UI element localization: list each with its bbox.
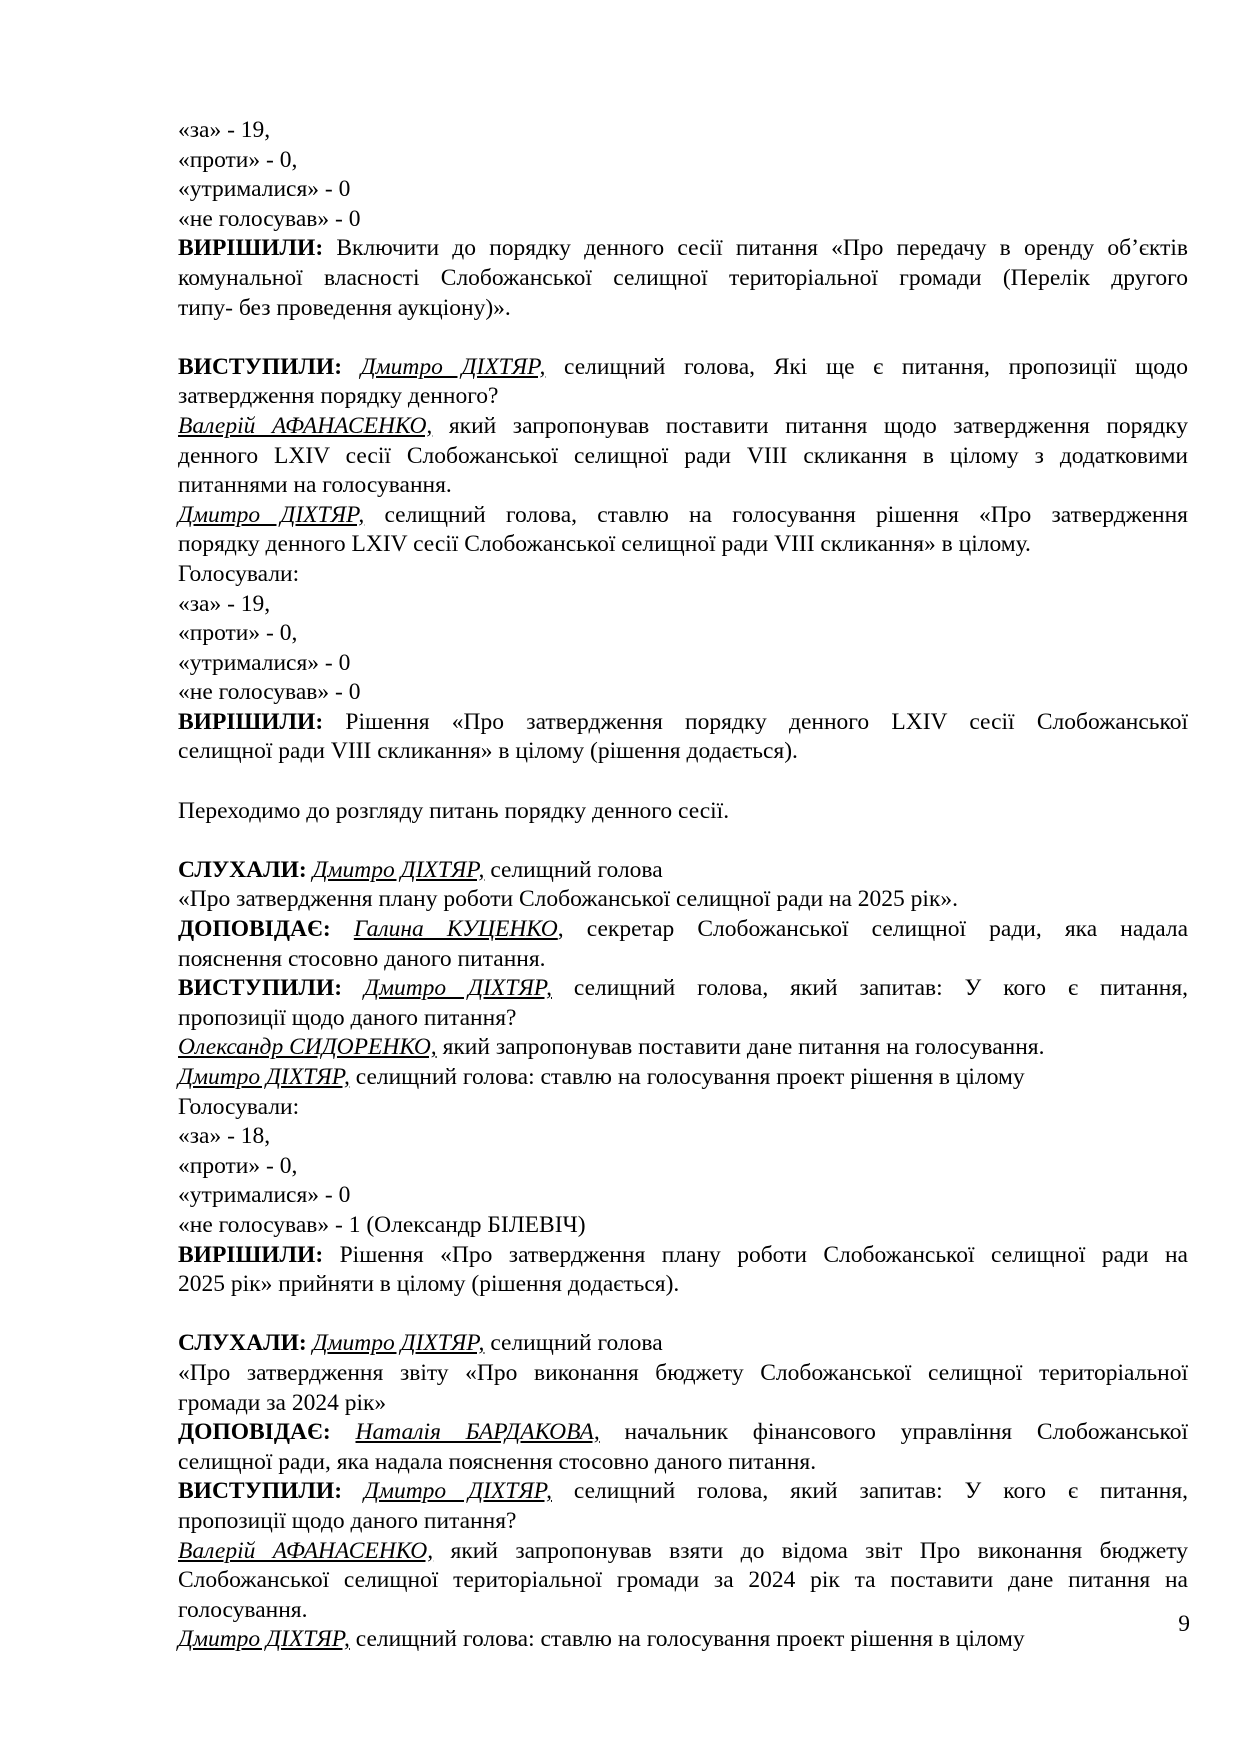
speakers-paragraph-line: [178, 1477, 1188, 1507]
speaker-statement-line: [178, 1033, 1188, 1063]
speaker-name: Олександр СИДОРЕНКО,: [178, 1034, 437, 1061]
decision-text: Включити до порядку денного сесії питання «Про передачу в оренду об’єктів: [323, 235, 1188, 262]
page-number: 9: [1178, 1611, 1190, 1637]
vote-abstained-line: «утрималися» - 0: [178, 649, 351, 676]
spoke-keyword: ВИСТУПИЛИ:: [178, 353, 343, 380]
document-page-body: [178, 116, 1188, 1655]
vote-abstained-line: «утрималися» - 0: [178, 1182, 351, 1209]
decision-text: комунальної власності Слобожанської селищної територіальної громади (Перелік другого: [178, 264, 1188, 291]
decision-text: Рішення «Про затвердження плану роботи Слобожанської селищної ради на: [323, 1241, 1188, 1268]
vote-for-line: «за» - 19,: [178, 117, 271, 143]
speaker-text: який запропонував поставити питання щодо затвердження порядку: [432, 412, 1188, 439]
reporter-text: , секретар Слобожанської селищної ради, яка надала: [557, 916, 1188, 943]
spoke-keyword: ВИСТУПИЛИ:: [178, 1478, 343, 1505]
vote-not-voted-line: «не голосував» - 0: [178, 205, 361, 232]
reporter-keyword: ДОПОВІДАЄ:: [178, 916, 331, 943]
speaker-statement-line: [178, 471, 1188, 501]
heard-line: [178, 856, 1188, 886]
speaker-statement-line: [178, 412, 1188, 442]
speaker-text: селищний голова, ставлю на голосування рішення «Про затвердження: [364, 501, 1188, 528]
speaker-statement-line: [178, 1566, 1188, 1596]
speakers-paragraph-line: [178, 1004, 1188, 1034]
reporter-line: [178, 945, 1188, 975]
paragraph-spacer: [178, 826, 1188, 856]
speaker-text: пропозиції щодо даного питання?: [178, 1004, 517, 1031]
vote-not-voted-line: «не голосував» - 0: [178, 679, 361, 706]
reporter-text: селищної ради, яка надала пояснення стосовно даного питання.: [178, 1448, 817, 1475]
speaker-statement-line: [178, 1625, 1188, 1655]
vote-not-voted-line: «не голосував» - 1 (Олександр БІЛЕВІЧ): [178, 1211, 586, 1238]
vote-title: Голосували:: [178, 560, 300, 587]
speaker-text: який запропонував взяти до відома звіт Про виконання бюджету: [433, 1537, 1188, 1564]
vote-for-line: «за» - 18,: [178, 1123, 271, 1150]
speaker-name: Дмитро ДІХТЯР,: [312, 856, 485, 883]
decision-text: 2025 рік» прийняти в цілому (рішення додається).: [178, 1271, 680, 1298]
speaker-text: питаннями на голосування.: [178, 472, 452, 499]
speakers-paragraph-line: [178, 974, 1188, 1004]
reporter-text: пояснення стосовно даного питання.: [178, 945, 546, 972]
speaker-text: порядку денного LXIV сесії Слобожанської селищної ради VIII скликання» в цілому.: [178, 531, 1031, 558]
speaker-name: Валерій АФАНАСЕНКО,: [178, 412, 433, 439]
speakers-paragraph-line: [178, 1507, 1188, 1537]
decision-paragraph-line: [178, 708, 1188, 738]
speaker-text: денного LXIV сесії Слобожанської селищної ради VIII скликання в цілому з додатковими: [178, 442, 1188, 469]
reporter-text: начальник фінансового управління Слобожанської: [599, 1419, 1188, 1446]
speaker-text: який запропонував поставити дане питання на голосування.: [436, 1034, 1045, 1061]
decided-keyword: ВИРІШИЛИ:: [178, 708, 324, 735]
paragraph-spacer: [178, 323, 1188, 353]
reporter-line: [178, 1448, 1188, 1478]
vote-against-line: «проти» - 0,: [178, 620, 298, 647]
speaker-name: Дмитро ДІХТЯР,: [364, 1478, 552, 1505]
decision-text: Рішення «Про затвердження порядку денного LXIV сесії Слобожанської: [323, 708, 1188, 735]
reporter-line: [178, 1418, 1188, 1448]
speaker-statement-line: [178, 442, 1188, 472]
speaker-statement-line: [178, 501, 1188, 531]
speaker-statement-line: [178, 1063, 1188, 1093]
speaker-text: селищний голова: ставлю на голосування проект рішення в цілому: [349, 1064, 1025, 1090]
speaker-statement-line: [178, 1537, 1188, 1567]
speaker-name: Дмитро ДІХТЯР,: [178, 1064, 350, 1090]
vote-against-line: «проти» - 0,: [178, 1152, 298, 1179]
heard-line: [178, 1329, 1188, 1359]
speaker-name: Дмитро ДІХТЯР,: [364, 975, 552, 1002]
speaker-statement-line: [178, 530, 1188, 560]
speaker-text: селищний голова, який запитав: У кого є питання,: [551, 1478, 1189, 1505]
speaker-name: Дмитро ДІХТЯР,: [178, 1626, 350, 1653]
speaker-name: Дмитро ДІХТЯР,: [312, 1330, 485, 1357]
speaker-role: селищний голова: [484, 1330, 663, 1357]
speaker-statement-line: [178, 1596, 1188, 1626]
decision-paragraph-line: [178, 1241, 1188, 1271]
speaker-text: селищний голова, який запитав: У кого є питання,: [551, 975, 1189, 1002]
reporter-name: Галина КУЦЕНКО: [353, 916, 558, 943]
paragraph-spacer: [178, 767, 1188, 797]
speakers-paragraph-line: [178, 382, 1188, 412]
decision-paragraph-line: [178, 234, 1188, 264]
agenda-topic-line: «Про затвердження плану роботи Слобожанської селищної ради на 2025 рік».: [178, 886, 958, 913]
speaker-name: Дмитро ДІХТЯР,: [360, 353, 546, 380]
heard-keyword: СЛУХАЛИ:: [178, 856, 307, 883]
speaker-text: пропозиції щодо даного питання?: [178, 1507, 517, 1534]
vote-title: Голосували:: [178, 1093, 300, 1120]
decided-keyword: ВИРІШИЛИ:: [178, 1241, 324, 1268]
transition-line: Переходимо до розгляду питань порядку денного сесії.: [178, 797, 730, 824]
vote-abstained-line: «утрималися» - 0: [178, 176, 351, 203]
heard-keyword: СЛУХАЛИ:: [178, 1330, 307, 1357]
speaker-text: Слобожанської селищної територіальної громади за 2024 рік та поставити дане питання на: [178, 1567, 1188, 1594]
speaker-text: голосування.: [178, 1596, 308, 1623]
reporter-name: Наталія БАРДАКОВА,: [355, 1419, 600, 1446]
speaker-name: Дмитро ДІХТЯР,: [178, 501, 365, 528]
decided-keyword: ВИРІШИЛИ:: [178, 235, 324, 262]
decision-paragraph-line: [178, 264, 1188, 294]
decision-text: типу- без проведення аукціону)».: [178, 294, 511, 321]
speaker-text: затвердження порядку денного?: [178, 383, 499, 410]
reporter-line: [178, 915, 1188, 945]
decision-paragraph-line: [178, 294, 1188, 324]
reporter-keyword: ДОПОВІДАЄ:: [178, 1419, 331, 1446]
speaker-text: селищний голова: ставлю на голосування проект рішення в цілому: [349, 1626, 1025, 1653]
speaker-text: селищний голова, Які ще є питання, пропозиції щодо: [545, 353, 1189, 380]
speaker-name: Валерій АФАНАСЕНКО,: [178, 1537, 434, 1564]
paragraph-spacer: [178, 1300, 1188, 1330]
decision-paragraph-line: [178, 737, 1188, 767]
decision-paragraph-line: [178, 1270, 1188, 1300]
vote-for-line: «за» - 19,: [178, 590, 271, 617]
agenda-topic-line: «Про затвердження звіту «Про виконання бюджету Слобожанської селищної територіальної: [178, 1359, 1188, 1386]
speaker-role: селищний голова: [484, 856, 663, 883]
agenda-topic-line: громади за 2024 рік»: [178, 1389, 387, 1416]
decision-text: селищної ради VIII скликання» в цілому (рішення додається).: [178, 738, 798, 765]
vote-against-line: «проти» - 0,: [178, 146, 298, 173]
speakers-paragraph-line: [178, 353, 1188, 383]
spoke-keyword: ВИСТУПИЛИ:: [178, 975, 343, 1002]
